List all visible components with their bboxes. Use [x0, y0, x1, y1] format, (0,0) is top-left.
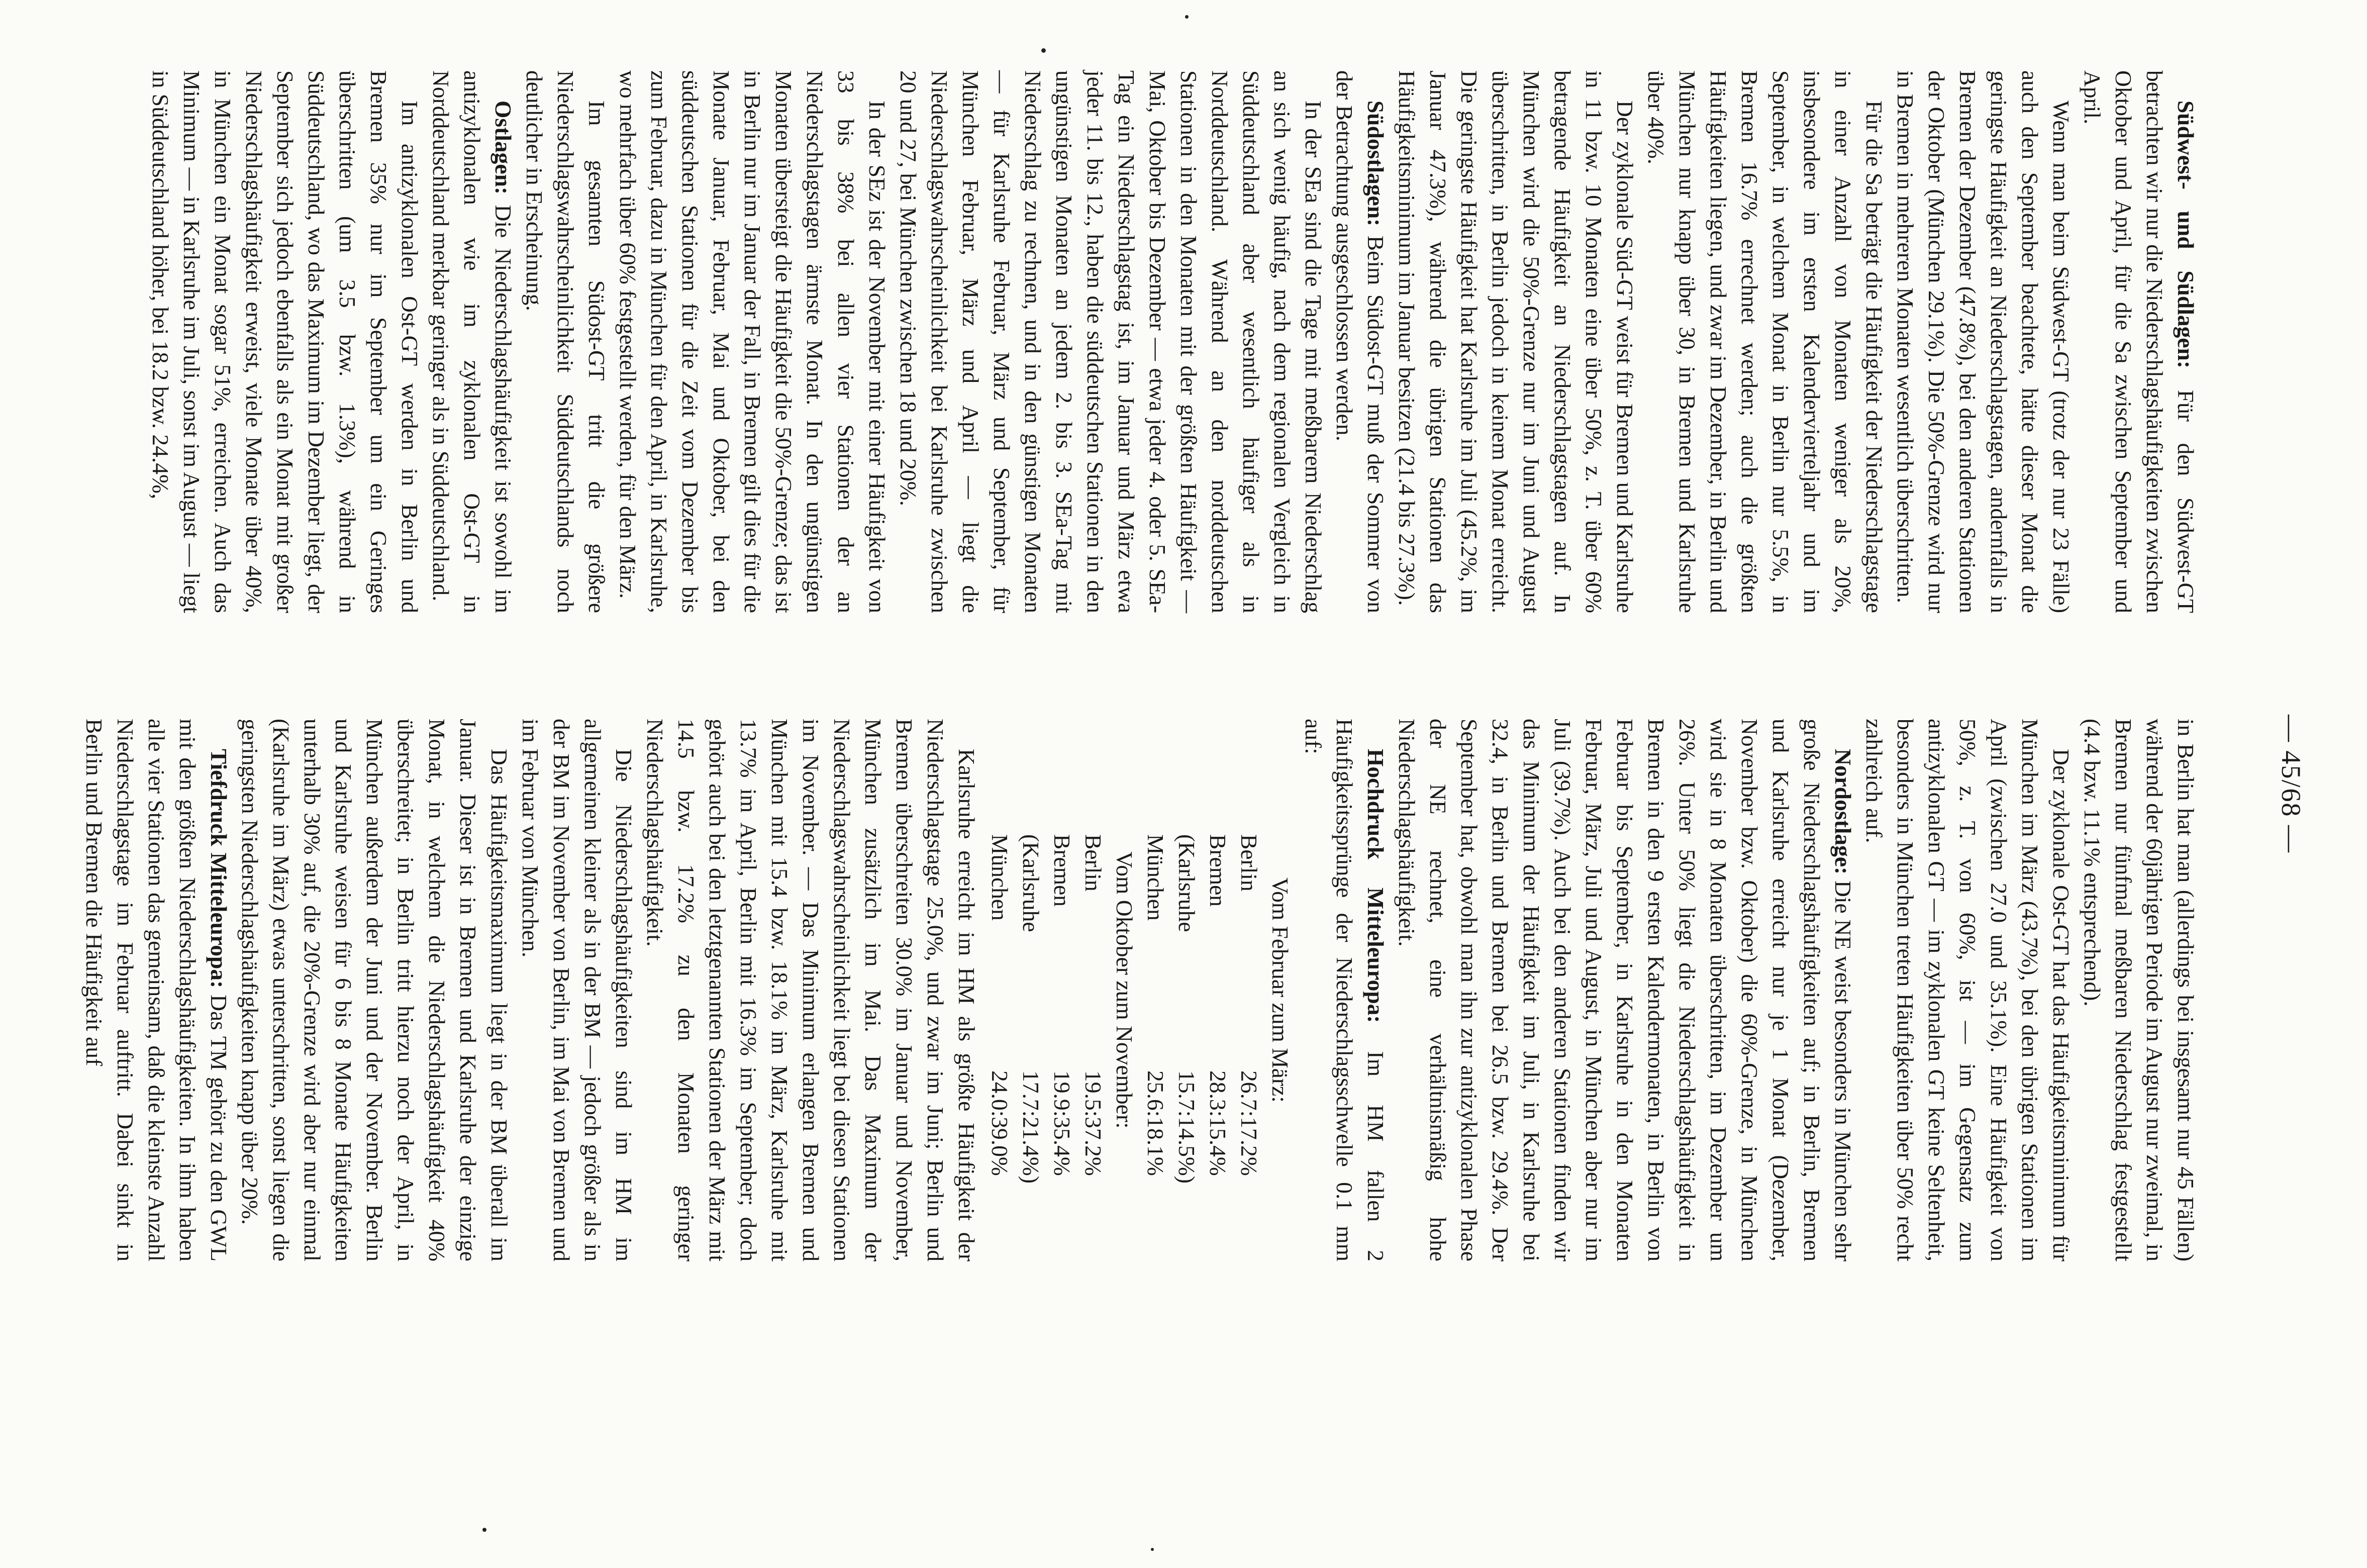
paragraph	[1329, 70, 1391, 613]
paragraph	[1640, 70, 1890, 613]
scan-speck	[1041, 48, 1046, 53]
section-heading: Südwest- und Südlagen:	[2173, 101, 2199, 368]
station-value: 17.7:21.4%)	[1018, 1070, 1044, 1184]
paragraph-text: Die Niederschlagshäufigkeiten sind im HM im allgemeinen kleiner als in der BM — jedoch größer als in der BM im November von Berlin, im Mai von Bremen und im Februar von München.	[518, 719, 637, 1261]
scan-speck	[1151, 1548, 1154, 1551]
paragraph	[519, 70, 612, 613]
paragraph-text: Der zyklonale Ost-GT hat das Häufigkeitsminimum für München im März (43.7%), bei den übrigen Stationen im April (zwischen 27.0 und 35.1%). Eine Häufigkeit von 50%, z. T. von 60%, ist — im Gegensatz zum antizyklonalen GT — im zyklonalen GT keine Seltenheit, besonders in München treten Häufigkeiten über 50% recht zahlreich auf.	[1861, 719, 2074, 1261]
station-name: Berlin	[1080, 834, 1106, 892]
station-value: 25.6:18.1%	[1143, 1070, 1168, 1176]
value-row	[1015, 719, 1046, 1261]
period1-rows	[1140, 719, 1264, 1261]
section-heading: Nordostlage:	[1830, 749, 1856, 875]
paragraph-text: Das Häufigkeitsmaximum liegt in der BM überall im Januar. Dieser ist in Bremen und Karlsruhe der einzige Monat, in welchem die Niederschlagshäufigkeit 40% überschreitet; in Berlin tritt hierzu noch der April, in München außerdem der Juni und der November. Berlin und Karlsruhe weisen für 6 bis 8 Monate Häufigkeiten unterhalb 30% auf, die 20%-Grenze wird aber nur einmal (Karlsruhe im März) etwas unterschritten, sonst liegen die geringsten Niederschlagshäufigkeiten knapp über 20%.	[237, 719, 512, 1261]
value-row	[1233, 719, 1264, 1261]
paragraph-text: Beim Südost-GT muß der Sommer von der Betrachtung ausgeschlossen werden.	[1332, 70, 1389, 613]
scan-speck	[482, 1528, 486, 1532]
station-value: 24.0:39.0%	[987, 1070, 1013, 1176]
paragraph	[1890, 70, 2077, 613]
paragraph-text: Der zyklonale Süd-GT weist für Bremen und Karlsruhe in 11 bzw. 10 Monaten eine über 50%, z. T. über 60% betragende Häufigkeit an Niederschlagstagen auf. In München wird die 50%-Grenze nur im Juni und August überschritten, in Berlin jedoch in keinem Monat erreicht. Die geringste Häufigkeit hat Karlsruhe im Juli (45.2%, im Januar 47.3%), während die übrigen Stationen das Häufigkeitsminimum im Januar besitzen (21.4 bis 27.3%).	[1394, 70, 1638, 613]
paragraph-text: Wenn man beim Südwest-GT (trotz der nur 23 Fälle) auch den September beachtete, hätte dieser Monat die geringste Häufigkeit an Niederschlagstagen, andernfalls in Bremen der Dezember (47.8%), bei den anderen Stationen der Oktober (München 29.1%). Die 50%-Grenze wird nur in Bremen in mehreren Monaten wesentlich überschritten.	[1893, 70, 2074, 613]
paragraph-text: Für die Sa beträgt die Häufigkeit der Niederschlagstage in einer Anzahl von Monaten weniger als 20%, insbesondere im ersten Kalendervierteljahr und im September, in welchem Monat in Berlin nur 5.5%, in Bremen 16.7% errechnet werden; auch die größten Häufigkeiten liegen, und zwar im Dezember, in Berlin und München nur knapp über 30, in Bremen und Karlsruhe über 40%.	[1643, 70, 1887, 613]
station-name: Berlin	[1236, 834, 1262, 892]
station-name: (Karlsruhe	[1174, 834, 1200, 932]
paragraph	[1298, 719, 1391, 1261]
station-name: (Karlsruhe	[1018, 834, 1044, 932]
station-name: Bremen	[1205, 834, 1231, 907]
station-value: 28.3:15.4%	[1205, 1070, 1231, 1176]
paragraph	[515, 719, 639, 1261]
paragraph	[893, 70, 1329, 613]
paragraph-text: Für den Südwest-GT betrachten wir nur die Niederschlagshäufigkeiten zwischen Oktober und April, für die Sa zwischen September und April.	[2080, 70, 2199, 613]
paragraph	[2077, 719, 2201, 1261]
hm-value-table	[984, 719, 1296, 1261]
left-column	[40, 70, 2201, 613]
right-column-bottom-paragraphs	[78, 719, 982, 1261]
paragraph	[1391, 719, 1858, 1261]
paragraph-text: Die NE weist besonders in München sehr große Niederschlagshäufigkeiten auf; in Berlin, Bremen und Karlsruhe erreicht nur je 1 Monat (Dezember, November bzw. Oktober) die 60%-Grenze, in München wird sie in 8 Monaten überschritten, im Dezember um 26%. Unter 50% liegt die Niederschlagshäufigkeit in Bremen in den 9 ersten Kalendermonaten, in Berlin von Februar bis September, in Karlsruhe in den Monaten Februar, März, Juli und August, in München aber nur im Juli (39.7%). Auch bei den anderen Stationen finden wir das Minimum der Häufigkeit im Juli, in Karlsruhe bei 32.4, in Berlin und Bremen bei 26.5 bzw. 29.4%. Der September hat, obwohl man ihn zur antizyklonalen Phase der NE rechnet, eine verhältnismäßig hohe Niederschlagshäufigkeit.	[1394, 719, 1856, 1261]
paragraph-text: In der SEz ist der November mit einer Häufigkeit von 33 bis 38% bei allen vier Stationen der an Niederschlagstagen ärmste Monat. In den ungünstigen Monaten übersteigt die Häufigkeit die 50%-Grenze; das ist in Berlin nur im Januar der Fall, in Bremen gilt dies für die Monate Januar, Februar, Mai und Oktober, bei den süddeutschen Stationen für die Zeit vom Dezember bis zum Februar, dazu in München für den April, in Karlsruhe, wo mehrfach über 60% festgestellt werden, für den März.	[615, 70, 890, 613]
right-column	[40, 719, 2201, 1261]
period2-header: Vom Oktober zum November:	[1112, 851, 1137, 1129]
value-row	[1171, 719, 1202, 1261]
station-value: 26.7:17.2%	[1236, 1070, 1262, 1176]
paragraph-text: Im HM fallen 2 Häufigkeitssprünge der Niederschlagsschwelle 0.1 mm auf:	[1301, 719, 1389, 1261]
paragraph-text: Die Niederschlagshäufigkeit ist sowohl im antizyklonalen wie im zyklonalen Ost-GT in Norddeutschland merkbar geringer als in Süddeutschland.	[428, 70, 516, 613]
scan-speck	[1185, 15, 1189, 19]
paragraph-text: in Berlin hat man (allerdings bei insgesamt nur 45 Fällen) während der 60jährigen Periode im August nur zweimal, in Bremen nur fünfmal meßbaren Niederschlag festgestellt (4.4 bzw. 11.1% entsprechend).	[2080, 719, 2199, 1261]
value-row	[1202, 719, 1233, 1261]
paragraph	[2077, 70, 2201, 613]
station-value: 15.7:14.5%)	[1174, 1070, 1200, 1184]
paragraph-text: Karlsruhe erreicht im HM als größte Häufigkeit der Niederschlagstage 25.0%, und zwar im Juni; Berlin und Bremen überschreiten 30.0% im Januar und November, München zusätzlich im Mai. Das Maximum der Niederschlagswahrscheinlichkeit liegt bei diesen Stationen im November. — Das Minimum erlangen Bremen und München mit 15.4 bzw. 18.1% im März, Karlsruhe mit 13.7% im April, Berlin mit 16.3% im September; doch gehört auch bei den letztgenannten Stationen der März mit 14.5 bzw. 17.2% zu den Monaten geringer Niederschlagshäufigkeit.	[642, 719, 979, 1261]
section-heading: Südostlagen:	[1363, 101, 1389, 227]
period2-rows	[984, 719, 1109, 1261]
page-number: — 45/68 —	[2276, 714, 2306, 853]
value-row	[1077, 719, 1109, 1261]
paragraph	[78, 719, 234, 1261]
paragraph-text: Im gesamten Südost-GT tritt die größere Niederschlagswahrscheinlichkeit Süddeutschlands noch deutlicher in Erscheinung.	[522, 70, 610, 613]
paragraph	[145, 70, 425, 613]
section-heading: Hochdruck Mitteleuropa:	[1363, 749, 1389, 1023]
paragraph	[639, 719, 982, 1261]
right-column-top-paragraphs	[1298, 719, 2201, 1261]
paragraph	[425, 70, 519, 613]
station-name: München	[1143, 834, 1168, 921]
period1-header: Vom Februar zum März:	[1267, 877, 1293, 1103]
value-row	[1046, 719, 1077, 1261]
station-value: 19.9:35.4%	[1049, 1070, 1075, 1176]
section-heading: Tiefdruck Mitteleuropa:	[206, 749, 232, 989]
paragraph	[234, 719, 515, 1261]
station-value: 19.5:37.2%	[1080, 1070, 1106, 1176]
paragraph-text: Das TM gehört zu den GWL mit den größten Niederschlagshäufigkeiten. In ihm haben alle vier Stationen das gemeinsam, daß die kleinste Anzahl Niederschlagstage im Februar auftritt. Dabei sinkt in Berlin und Bremen die Häufigkeit auf	[81, 719, 232, 1261]
station-name: München	[987, 834, 1013, 921]
value-row	[1140, 719, 1171, 1261]
paragraph	[1391, 70, 1640, 613]
paragraph-text: In der SEa sind die Tage mit meßbarem Niederschlag an sich wenig häufig, nach dem regionalen Vergleich in Süddeutschland aber wesentlich häufiger als in Norddeutschland. Während an den norddeutschen Stationen in den Monaten mit der größten Häufigkeit — Mai, Oktober bis Dezember — etwa jeder 4. oder 5. SEa-Tag ein Niederschlagstag ist, im Januar und März etwa jeder 11. bis 12., haben die süddeutschen Stationen in den ungünstigen Monaten an jedem 2. bis 3. SEa-Tag mit Niederschlag zu rechnen, und in den günstigen Monaten — für Karlsruhe Februar, März und September, für München Februar, März und April — liegt die Niederschlagswahrscheinlichkeit bei Karlsruhe zwischen 20 und 27, bei München zwischen 18 und 20%.	[896, 70, 1326, 613]
section-heading: Ostlagen:	[490, 101, 516, 195]
value-row	[984, 719, 1015, 1261]
paragraph-text: Im antizyklonalen Ost-GT werden in Berlin und Bremen 35% nur im September um ein Geringes überschritten (um 3.5 bzw. 1.3%), während in Süddeutschland, wo das Maximum im Dezember liegt, der September sich jedoch ebenfalls als ein Monat mit großer Niederschlagshäufigkeit erweist, viele Monate über 40%, in München ein Monat sogar 51%, erreichen. Auch das Minimum — in Karlsruhe im Juli, sonst im August — liegt in Süddeutschland höher, bei 18.2 bzw. 24.4%,	[148, 70, 423, 613]
paragraph	[1858, 719, 2077, 1261]
station-name: Bremen	[1049, 834, 1075, 907]
paragraph	[612, 70, 893, 613]
